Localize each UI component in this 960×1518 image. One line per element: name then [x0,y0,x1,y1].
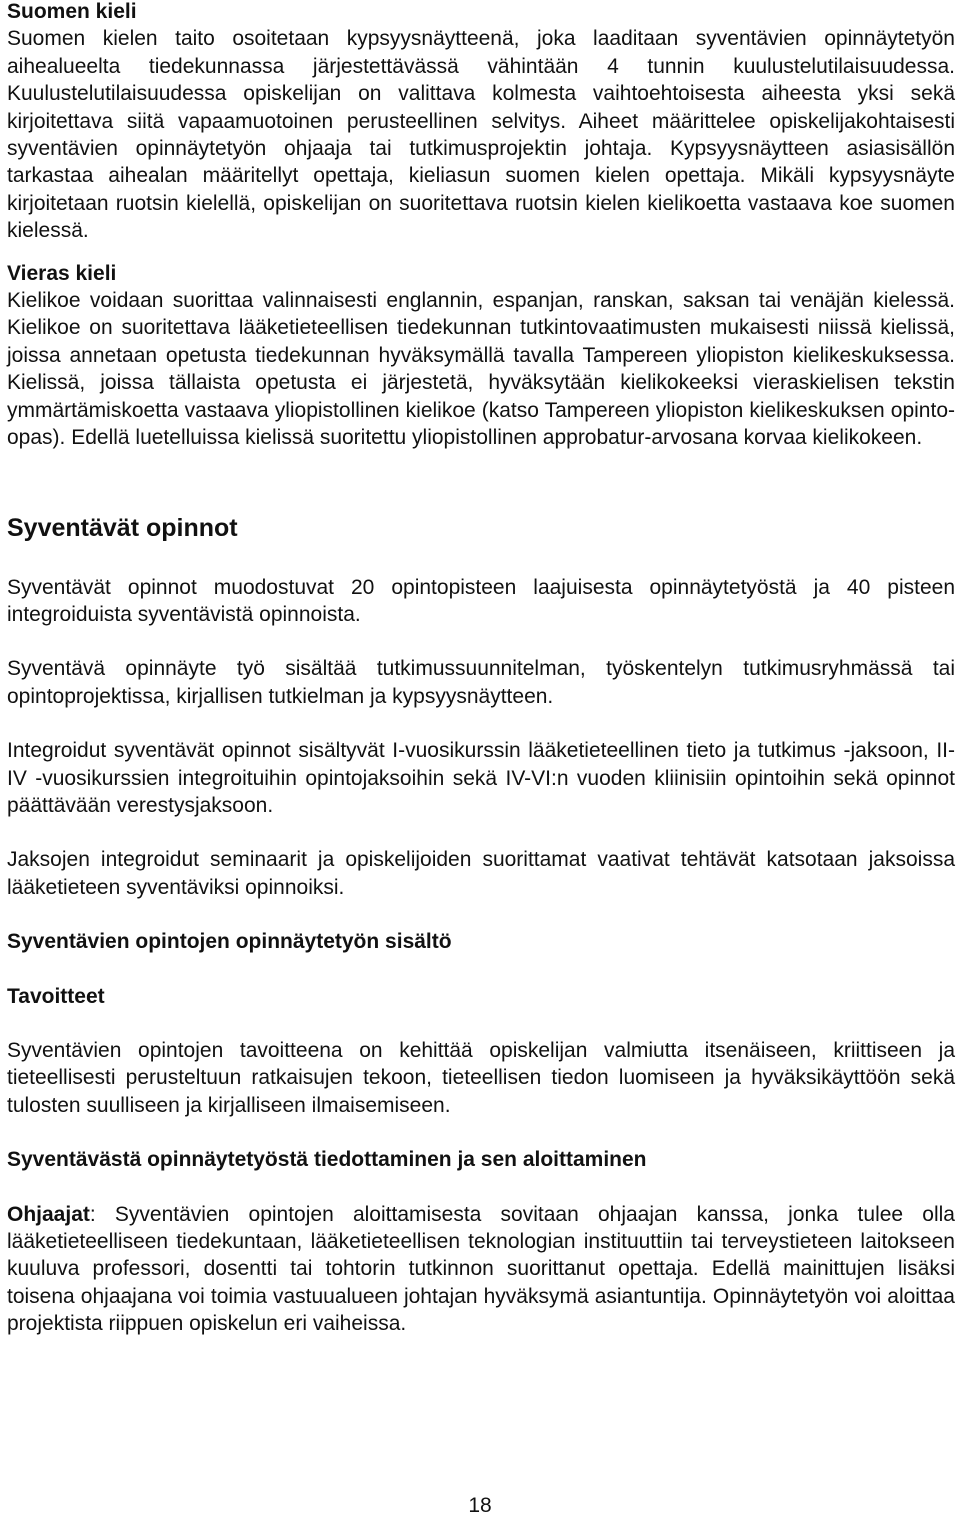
document-page [7,0,955,1338]
supervisors-label: Ohjaajat [7,1202,90,1226]
supervisors-text: : Syventävien opintojen aloittamisesta sovitaan ohjaajan kanssa, jonka tulee olla lääketieteelliseen tiedekuntaan, lääketieteellisen teknologian instituuttiin tai terveystieteen laitokseen kuuluva professori, dosentti tai tohtorin tutkinnon suorittanut opettaja. Edellä mainittujen lisäksi toisena ohjaajana voi toimia vastuualueen johtajan hyväksymä asiantuntija. Opinnäytetyön voi aloittaa projektista riippuen opiskelun eri vaiheissa. [7,1202,955,1336]
paragraph-finnish-language: Suomen kielen taito osoitetaan kypsyysnäytteenä, joka laaditaan syventävien opinnäytetyön aihealueelta tiedekunnassa järjestettävässä vähintään 4 tunnin kuulustelutilaisuudessa. Kuulustelutilaisuudessa opiskelijan on valittava kolmesta vaihtoehtoisesta aiheesta yksi sekä kirjoitettava siitä vapaamuotoinen perusteellinen selvitys. Aiheet määrittelee opiskelijakohtaisesti syventävien opinnäytetyön ohjaaja tai tutkimusprojektin johtaja. Kypsyysnäytteen asiasisällön tarkastaa aihealan määritellyt opettaja, kieliasun suomen kielen opettaja. Mikäli kypsyysnäyte kirjoitetaan ruotsin kielellä, opiskelijan on suoritettava ruotsin kielen kielikoetta vastaava koe suomen kielessä. [7,27,955,243]
paragraph-advanced-4: Jaksojen integroidut seminaarit ja opiskelijoiden suorittamat vaativat tehtävät katsotaan jaksoissa lääketieteen syventäviksi opinnoiksi. [7,848,955,899]
heading-goals: Tavoitteet [7,984,105,1008]
page-number: 18 [468,1494,492,1517]
paragraph-advanced-3: Integroidut syventävät opinnot sisältyvät I-vuosikurssin lääketieteellinen tieto ja tutkimus -jaksoon, II-IV -vuosikurssien integroituihin opintojaksoihin sekä IV-VI:n vuoden kliinisiin opintoihin sekä opinnot päättävään verestysjaksoon. [7,739,955,817]
paragraph-goals: Syventävien opintojen tavoitteena on kehittää opiskelijan valmiutta itsenäiseen, kriittiseen ja tieteellisesti perusteltuun ratkaisujen tekoon, tieteellisen tiedon luomiseen ja hyväksikäyttöön sekä tulosten suulliseen ja kirjalliseen ilmaisemiseen. [7,1038,955,1117]
heading-thesis-start: Syventävästä opinnäytetyöstä tiedottaminen ja sen aloittaminen [7,1148,647,1172]
paragraph-advanced-2: Syventävä opinnäyte työ sisältää tutkimussuunnitelman, työskentelyn tutkimusryhmässä tai opintoprojektissa, kirjallisen tutkielman ja kypsyysnäytteen. [7,657,955,708]
paragraph-supervisors [7,1201,955,1338]
paragraph-advanced-1: Syventävät opinnot muodostuvat 20 opintopisteen laajuisesta opinnäytetyöstä ja 40 pisteen integroiduista syventävistä opinnoista. [7,575,955,626]
paragraph-foreign-language: Kielikoe voidaan suorittaa valinnaisesti englannin, espanjan, ranskan, saksan tai venäjän kielessä. Kielikoe on suoritettava lääketieteellisen tiedekunnan tutkintovaatimusten mukaisesti niissä kielissä, joissa annetaan opetusta tiedekunnan hyväksymällä tavalla Tampereen yliopiston kielikeskuksessa. Kielissä, joissa tällaista opetusta ei järjestetä, hyväksytään kielikokeeksi vieraskielisen tekstin ymmärtämiskoetta vastaava yliopistollinen kielikoe (katso Tampereen yliopiston kielikeskuksen opinto-opas). Edellä luetelluissa kielissä suoritettu yliopistollinen approbatur-arvosana korvaa kielikokeen. [7,289,955,450]
heading-thesis-content: Syventävien opintojen opinnäytetyön sisältö [7,930,452,954]
heading-foreign-language: Vieras kieli [7,261,117,285]
heading-advanced-studies: Syventävät opinnot [7,513,238,542]
heading-finnish-language: Suomen kieli [7,0,137,23]
